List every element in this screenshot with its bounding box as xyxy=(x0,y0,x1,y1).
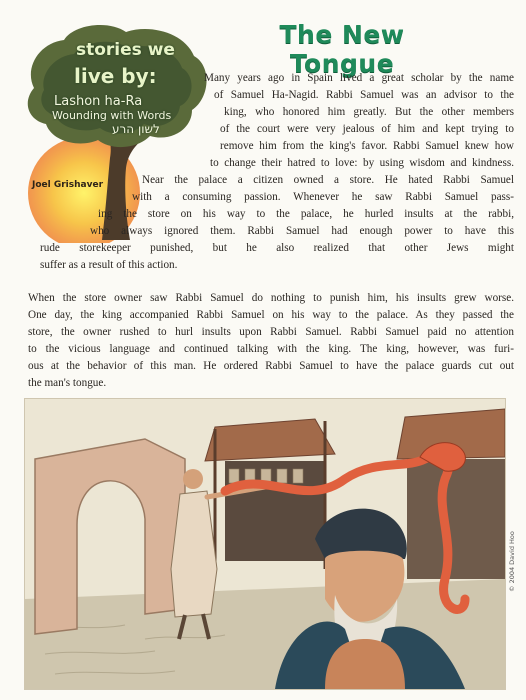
text-line: with a consuming passion. Whenever he saw Rabbi Samuel pass- xyxy=(132,190,514,203)
text-line: store, the owner rushed to hurl insults upon Rabbi Samuel. Rabbi Samuel paid no attention xyxy=(28,325,514,338)
text-line: suffer as a result of this action. xyxy=(40,258,178,271)
text-line: remove him from the king's favor. Rabbi Samuel knew how xyxy=(220,139,514,152)
text-line: ous at the behavior of this man. He ordered Rabbi Samuel to have the palace guards cut out xyxy=(28,359,514,372)
story-paragraph-3 xyxy=(28,290,514,391)
author-name: Joel Grishaver xyxy=(32,180,104,190)
logo-text-hebrew: לשון הרע xyxy=(112,122,160,136)
stall-body xyxy=(225,461,325,561)
story-illustration xyxy=(24,398,506,690)
text-line: When the store owner saw Rabbi Samuel do nothing to punish him, his insults grew worse. xyxy=(28,292,514,304)
text-line: to the vicious language and continued talking with the king. The king, however, was furi- xyxy=(28,342,514,355)
text-line: rude storekeeper punished, but he also realized that other Jews might xyxy=(40,241,514,254)
text-line: the man's tongue. xyxy=(28,376,107,389)
text-line: Near the palace a citizen owned a store. He hated Rabbi Samuel xyxy=(142,174,514,186)
text-line: One day, the king accompanied Rabbi Samuel on his way to the palace. As they passed the xyxy=(28,308,514,321)
text-line: who always ignored them. Rabbi Samuel had enough power to have this xyxy=(90,224,514,237)
illustration-credit: © 2004 David Hoo xyxy=(508,531,516,592)
text-line: to change their hatred to love: by using wisdom and kindness. xyxy=(210,156,514,169)
text-line: of Samuel Ha-Nagid. Rabbi Samuel was an advisor to the xyxy=(214,88,514,101)
text-line: king, who honored him greatly. But the other members xyxy=(224,105,514,118)
text-line: of the court were very jealous of him and kept trying to xyxy=(220,122,514,135)
text-line: Many years ago in Spain lived a great scholar by the name xyxy=(204,72,514,84)
illustration-scene xyxy=(25,399,505,689)
logo-text-stories-we: stories we xyxy=(76,40,175,60)
page-title: The New Tongue xyxy=(279,20,405,78)
logo-text-lashon-hara: Lashon ha-Ra xyxy=(54,94,143,109)
story-paragraph-1 xyxy=(196,70,514,171)
logo-text-live-by: live by: xyxy=(74,64,157,88)
logo-text-wounding: Wounding with Words xyxy=(52,109,172,122)
text-line: ing the store on his way to the palace, he hurled insults at the rabbi, xyxy=(98,207,514,220)
